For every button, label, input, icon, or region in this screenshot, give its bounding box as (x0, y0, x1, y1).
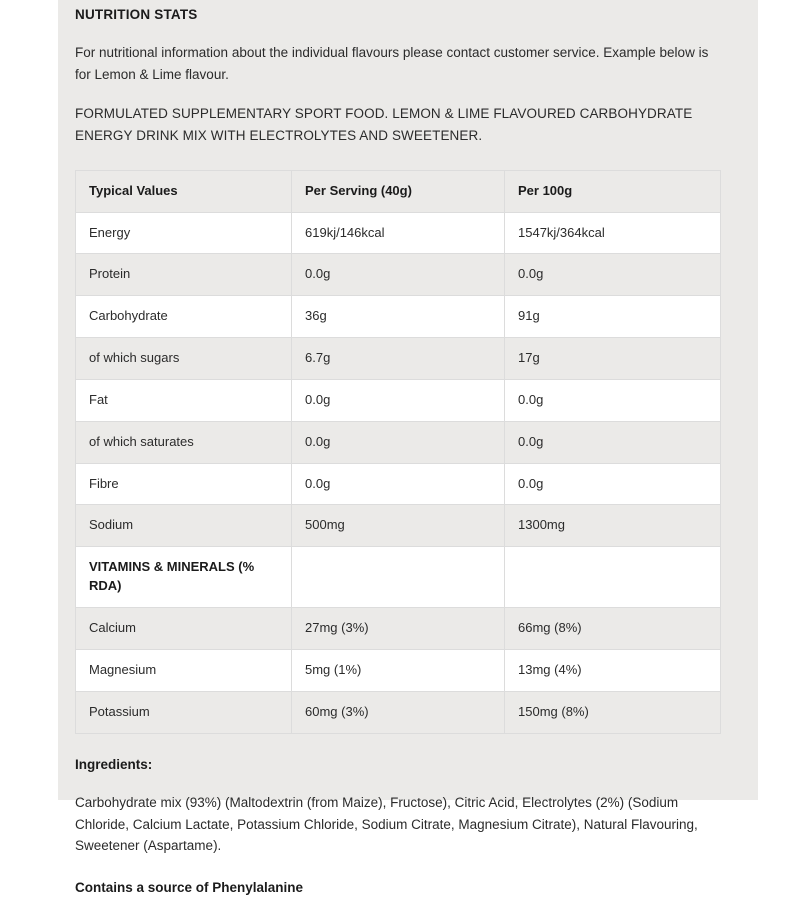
table-row (76, 421, 721, 463)
row-per-100g: 13mg (4%) (505, 649, 721, 691)
table-row (76, 379, 721, 421)
intro-paragraph: For nutritional information about the individual flavours please contact customer service. Example below is for Lemon & Lime flavour. (75, 45, 709, 83)
row-per-100g: 0.0g (505, 463, 721, 505)
row-per-100g: 1300mg (505, 505, 721, 547)
row-label: Protein (76, 254, 292, 296)
row-per-serving: 27mg (3%) (292, 607, 505, 649)
section-label-vitamins-minerals: VITAMINS & MINERALS (% RDA) (76, 547, 292, 608)
row-per-serving: 5mg (1%) (292, 649, 505, 691)
row-per-serving: 0.0g (292, 463, 505, 505)
table-header-row (76, 170, 721, 212)
table-section-row (76, 547, 721, 608)
row-per-serving: 0.0g (292, 254, 505, 296)
row-per-100g: 0.0g (505, 379, 721, 421)
phenylalanine-warning: Contains a source of Phenylalanine (75, 880, 304, 896)
row-per-100g: 17g (505, 338, 721, 380)
table-row (76, 691, 721, 733)
row-per-serving: 6.7g (292, 338, 505, 380)
row-label: Magnesium (76, 649, 292, 691)
table-row (76, 254, 721, 296)
column-header-typical-values: Typical Values (76, 170, 292, 212)
row-label: of which saturates (76, 421, 292, 463)
table-row (76, 212, 721, 254)
column-header-per-100g: Per 100g (505, 170, 721, 212)
row-per-serving: 500mg (292, 505, 505, 547)
row-label: Fibre (76, 463, 292, 505)
row-label: Sodium (76, 505, 292, 547)
section-empty-cell (292, 547, 505, 608)
row-per-serving: 619kj/146kcal (292, 212, 505, 254)
page-title: NUTRITION STATS (75, 7, 198, 22)
column-header-per-serving: Per Serving (40g) (292, 170, 505, 212)
row-per-serving: 0.0g (292, 379, 505, 421)
product-description: FORMULATED SUPPLEMENTARY SPORT FOOD. LEMON & LIME FLAVOURED CARBOHYDRATE ENERGY DRINK MIX WITH ELECTROLYTES AND SWEETENER. (75, 105, 693, 143)
table-row (76, 649, 721, 691)
nutrition-table (75, 170, 721, 734)
table-row (76, 338, 721, 380)
row-label: Calcium (76, 607, 292, 649)
row-label: Carbohydrate (76, 296, 292, 338)
row-per-100g: 0.0g (505, 421, 721, 463)
table-row (76, 505, 721, 547)
ingredients-title: Ingredients: (75, 756, 153, 772)
content-panel (58, 0, 758, 896)
section-empty-cell (505, 547, 721, 608)
row-per-100g: 1547kj/364kcal (505, 212, 721, 254)
ingredients-body: Carbohydrate mix (93%) (Maltodextrin (from Maize), Fructose), Citric Acid, Electrolytes (2%) (Sodium Chloride, Calcium Lactate, Potassium Chloride, Sodium Citrate, Magnesium Citrate), Natural Flavouring, Sweetener (Aspartame). (75, 794, 698, 854)
table-row (76, 296, 721, 338)
row-label: Energy (76, 212, 292, 254)
row-per-100g: 150mg (8%) (505, 691, 721, 733)
table-row (76, 607, 721, 649)
row-per-serving: 60mg (3%) (292, 691, 505, 733)
table-row (76, 463, 721, 505)
row-per-100g: 66mg (8%) (505, 607, 721, 649)
row-label: of which sugars (76, 338, 292, 380)
row-label: Fat (76, 379, 292, 421)
row-per-serving: 36g (292, 296, 505, 338)
row-per-serving: 0.0g (292, 421, 505, 463)
row-per-100g: 0.0g (505, 254, 721, 296)
row-per-100g: 91g (505, 296, 721, 338)
row-label: Potassium (76, 691, 292, 733)
